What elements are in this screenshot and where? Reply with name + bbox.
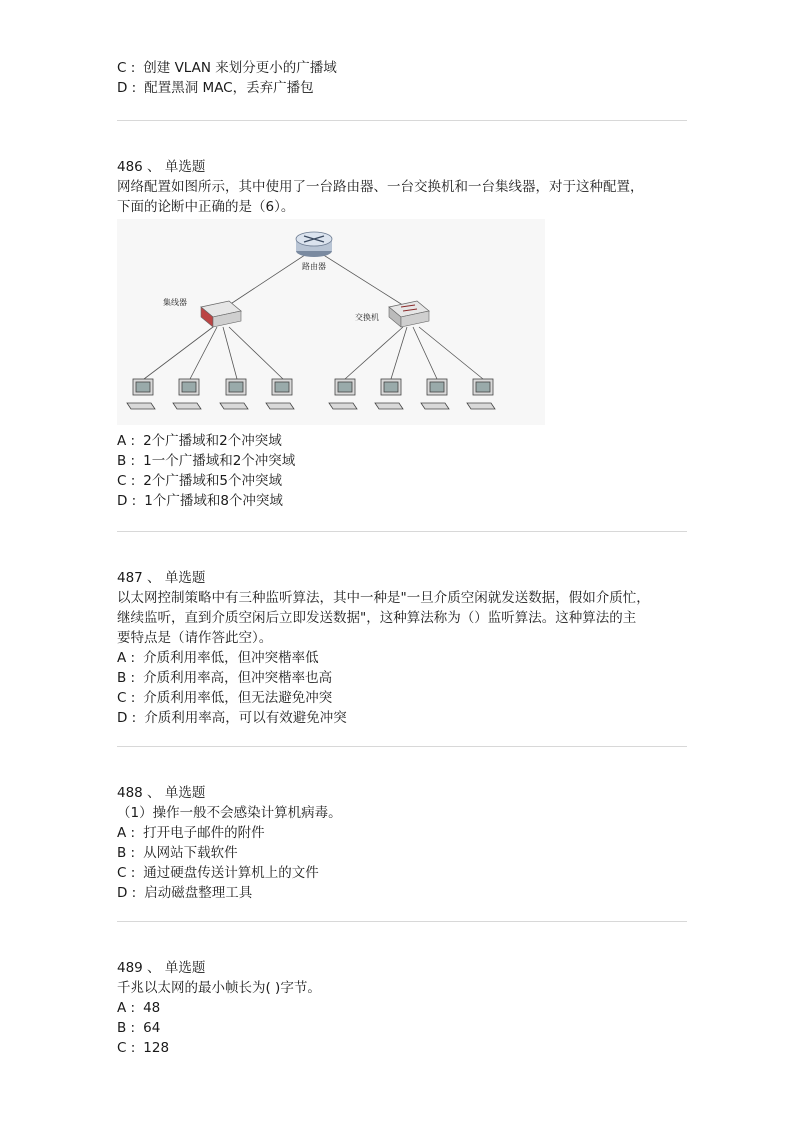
option-text: 128 [143, 1040, 170, 1056]
divider [117, 531, 687, 532]
option-key: B : [117, 1020, 136, 1036]
option-key: C : [117, 865, 136, 881]
option-d [117, 708, 687, 728]
document-page [117, 58, 687, 1058]
option-text: 介质利用率高，但冲突楷率也高 [143, 670, 333, 686]
option-text: 1一个广播域和2个冲突域 [143, 453, 296, 469]
question-header: 487 、 单选题 [117, 570, 206, 586]
option-text: 介质利用率低，但冲突楷率低 [143, 650, 319, 666]
hub-label: 集线器 [163, 298, 187, 307]
question-header: 486 、 单选题 [117, 159, 206, 175]
prev-question-options [117, 58, 687, 98]
option-a [117, 998, 687, 1018]
option-c [117, 688, 687, 708]
option-text: 打开电子邮件的附件 [143, 825, 265, 841]
option-key: A : [117, 650, 136, 666]
question-text-line: （1）操作一般不会感染计算机病毒。 [117, 805, 342, 821]
question-text-line: 要特点是（请作答此空）。 [117, 630, 273, 646]
question-text-line: 网络配置如图所示，其中使用了一台路由器、一台交换机和一台集线器，对于这种配置， [117, 179, 644, 195]
option-key: D : [117, 80, 137, 96]
option-b [117, 668, 687, 688]
option-key: C : [117, 1040, 136, 1056]
option-c [117, 58, 687, 78]
question-text-line: 下面的论断中正确的是（6）。 [117, 199, 295, 215]
option-b [117, 1018, 687, 1038]
option-key: D : [117, 493, 137, 509]
option-c [117, 863, 687, 883]
option-c [117, 1038, 687, 1058]
question-488 [117, 783, 687, 903]
option-text: 2个广播域和5个冲突域 [143, 473, 282, 489]
option-text: 2个广播域和2个冲突域 [143, 433, 282, 449]
option-a [117, 648, 687, 668]
option-key: D : [117, 885, 137, 901]
question-header: 489 、 单选题 [117, 960, 206, 976]
divider [117, 746, 687, 747]
question-text-line: 千兆以太网的最小帧长为( )字节。 [117, 980, 321, 996]
network-diagram [117, 219, 545, 425]
question-header: 488 、 单选题 [117, 785, 206, 801]
option-text: 创建 VLAN 来划分更小的广播域 [143, 60, 337, 76]
option-text: 64 [143, 1020, 161, 1036]
option-key: A : [117, 433, 136, 449]
option-key: B : [117, 670, 136, 686]
option-a [117, 823, 687, 843]
option-key: C : [117, 690, 136, 706]
question-489 [117, 958, 687, 1058]
question-text-line: 继续监听，直到介质空闲后立即发送数据"，这种算法称为（）监听算法。这种算法的主 [117, 610, 637, 626]
option-b [117, 451, 687, 471]
question-text-line: 以太网控制策略中有三种监听算法，其中一种是"一旦介质空闲就发送数据，假如介质忙， [117, 590, 650, 606]
option-key: D : [117, 710, 137, 726]
router-icon [296, 232, 332, 257]
option-key: A : [117, 825, 136, 841]
option-b [117, 843, 687, 863]
option-d [117, 78, 687, 98]
option-c [117, 471, 687, 491]
option-text: 介质利用率低，但无法避免冲突 [143, 690, 333, 706]
option-a [117, 431, 687, 451]
divider [117, 921, 687, 922]
option-text: 通过硬盘传送计算机上的文件 [143, 865, 319, 881]
switch-label: 交换机 [355, 313, 379, 322]
option-text: 配置黑洞 MAC，丢弃广播包 [144, 80, 314, 96]
option-text: 1个广播域和8个冲突域 [144, 493, 283, 509]
option-key: B : [117, 845, 136, 861]
option-key: C : [117, 473, 136, 489]
option-d [117, 883, 687, 903]
question-486 [117, 157, 687, 511]
option-text: 从网站下载软件 [143, 845, 238, 861]
option-d [117, 491, 687, 511]
divider [117, 120, 687, 121]
router-label: 路由器 [302, 262, 326, 271]
option-key: C : [117, 60, 136, 76]
option-key: A : [117, 1000, 136, 1016]
question-487 [117, 568, 687, 728]
option-text: 启动磁盘整理工具 [144, 885, 253, 901]
option-text: 介质利用率高，可以有效避免冲突 [144, 710, 347, 726]
option-text: 48 [143, 1000, 161, 1016]
option-key: B : [117, 453, 136, 469]
